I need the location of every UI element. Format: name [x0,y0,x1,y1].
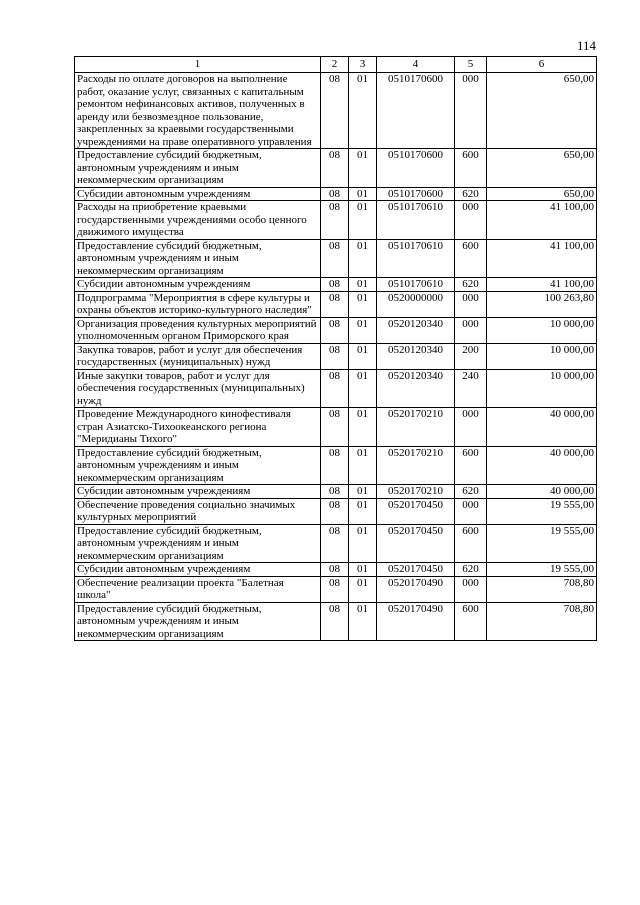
header-col-3: 3 [349,57,377,73]
row-subsection: 01 [349,278,377,292]
row-amount: 40 000,00 [487,408,597,447]
row-subsection: 01 [349,291,377,317]
row-amount: 41 100,00 [487,278,597,292]
row-section: 08 [321,187,349,201]
row-amount: 19 555,00 [487,563,597,577]
row-expense-type: 000 [455,498,487,524]
row-expense-type: 620 [455,485,487,499]
row-target-article: 0520170490 [377,602,455,641]
row-section: 08 [321,278,349,292]
table-row [75,149,597,188]
row-subsection: 01 [349,602,377,641]
row-amount: 40 000,00 [487,446,597,485]
row-name: Предоставление субсидий бюджетным, автономным учреждениям и иным некоммерческим организациям [75,149,321,188]
row-amount: 650,00 [487,187,597,201]
row-target-article: 0520000000 [377,291,455,317]
row-expense-type: 000 [455,317,487,343]
table-row [75,446,597,485]
row-subsection: 01 [349,446,377,485]
row-target-article: 0520170490 [377,576,455,602]
row-subsection: 01 [349,369,377,408]
header-col-5: 5 [455,57,487,73]
header-col-2: 2 [321,57,349,73]
row-expense-type: 000 [455,73,487,149]
row-amount: 19 555,00 [487,524,597,563]
row-section: 08 [321,446,349,485]
table-row [75,187,597,201]
table-row [75,602,597,641]
row-target-article: 0510170610 [377,201,455,240]
row-amount: 10 000,00 [487,343,597,369]
row-target-article: 0520170210 [377,408,455,447]
row-name: Субсидии автономным учреждениям [75,278,321,292]
row-name: Субсидии автономным учреждениям [75,485,321,499]
row-amount: 708,80 [487,602,597,641]
row-subsection: 01 [349,187,377,201]
row-target-article: 0520120340 [377,369,455,408]
row-section: 08 [321,408,349,447]
table-row [75,498,597,524]
row-target-article: 0510170610 [377,239,455,278]
row-expense-type: 240 [455,369,487,408]
row-target-article: 0520120340 [377,343,455,369]
row-name: Предоставление субсидий бюджетным, автономным учреждениям и иным некоммерческим организациям [75,239,321,278]
row-subsection: 01 [349,343,377,369]
row-name: Предоставление субсидий бюджетным, автономным учреждениям и иным некоммерческим организациям [75,602,321,641]
row-expense-type: 600 [455,149,487,188]
row-subsection: 01 [349,239,377,278]
row-subsection: 01 [349,485,377,499]
table-row [75,369,597,408]
row-subsection: 01 [349,576,377,602]
row-target-article: 0520170450 [377,524,455,563]
row-amount: 40 000,00 [487,485,597,499]
row-subsection: 01 [349,73,377,149]
table-row [75,317,597,343]
row-target-article: 0520170450 [377,563,455,577]
row-section: 08 [321,73,349,149]
header-row [75,57,597,73]
row-target-article: 0510170600 [377,149,455,188]
row-name: Иные закупки товаров, работ и услуг для обеспечения государственных (муниципальных) нужд [75,369,321,408]
row-section: 08 [321,369,349,408]
table-row [75,524,597,563]
row-name: Субсидии автономным учреждениям [75,563,321,577]
row-name: Предоставление субсидий бюджетным, автономным учреждениям и иным некоммерческим организациям [75,524,321,563]
budget-table [74,56,597,641]
row-amount: 100 263,80 [487,291,597,317]
row-expense-type: 620 [455,187,487,201]
row-expense-type: 600 [455,446,487,485]
row-name: Организация проведения культурных мероприятий уполномоченным органом Приморского края [75,317,321,343]
row-expense-type: 600 [455,524,487,563]
row-amount: 41 100,00 [487,201,597,240]
row-name: Субсидии автономным учреждениям [75,187,321,201]
table-row [75,343,597,369]
row-subsection: 01 [349,408,377,447]
table-row [75,485,597,499]
row-subsection: 01 [349,563,377,577]
row-amount: 19 555,00 [487,498,597,524]
header-col-4: 4 [377,57,455,73]
row-target-article: 0510170600 [377,187,455,201]
table-row [75,576,597,602]
row-expense-type: 000 [455,201,487,240]
header-col-1: 1 [75,57,321,73]
row-name: Расходы по оплате договоров на выполнение работ, оказание услуг, связанных с капитальным ремонтом нефинансовых активов, полученных в аренду или безвозмездное пользование, закрепленных за краевыми государственными учреждениями на праве оперативного управления [75,73,321,149]
row-section: 08 [321,201,349,240]
row-section: 08 [321,343,349,369]
row-section: 08 [321,239,349,278]
row-amount: 41 100,00 [487,239,597,278]
row-target-article: 0520170450 [377,498,455,524]
row-name: Расходы на приобретение краевыми государственными учреждениями особо ценного движимого имущества [75,201,321,240]
row-target-article: 0520120340 [377,317,455,343]
row-section: 08 [321,563,349,577]
table-row [75,73,597,149]
row-amount: 708,80 [487,576,597,602]
row-amount: 10 000,00 [487,369,597,408]
table-row [75,239,597,278]
row-subsection: 01 [349,149,377,188]
row-section: 08 [321,524,349,563]
row-subsection: 01 [349,498,377,524]
table-row [75,291,597,317]
table-row [75,563,597,577]
row-name: Подпрограмма "Мероприятия в сфере культуры и охраны объектов историко-культурного наследия" [75,291,321,317]
row-expense-type: 620 [455,278,487,292]
row-target-article: 0510170600 [377,73,455,149]
row-expense-type: 000 [455,291,487,317]
row-section: 08 [321,602,349,641]
row-section: 08 [321,498,349,524]
row-expense-type: 000 [455,576,487,602]
row-name: Предоставление субсидий бюджетным, автономным учреждениям и иным некоммерческим организациям [75,446,321,485]
row-section: 08 [321,291,349,317]
row-target-article: 0510170610 [377,278,455,292]
row-name: Проведение Международного кинофестиваля стран Азиатско-Тихоокеанского региона "Меридианы Тихого" [75,408,321,447]
table-row [75,408,597,447]
row-expense-type: 200 [455,343,487,369]
row-subsection: 01 [349,201,377,240]
row-amount: 650,00 [487,73,597,149]
row-amount: 10 000,00 [487,317,597,343]
row-expense-type: 620 [455,563,487,577]
row-section: 08 [321,149,349,188]
row-expense-type: 600 [455,239,487,278]
row-subsection: 01 [349,317,377,343]
row-name: Закупка товаров, работ и услуг для обеспечения государственных (муниципальных) нужд [75,343,321,369]
table-row [75,201,597,240]
page-number: 114 [576,38,596,53]
header-col-6: 6 [487,57,597,73]
row-target-article: 0520170210 [377,446,455,485]
row-expense-type: 600 [455,602,487,641]
row-target-article: 0520170210 [377,485,455,499]
row-amount: 650,00 [487,149,597,188]
table-row [75,278,597,292]
row-section: 08 [321,576,349,602]
row-name: Обеспечение реализации проекта "Балетная школа" [75,576,321,602]
row-name: Обеспечение проведения социально значимых культурных мероприятий [75,498,321,524]
row-expense-type: 000 [455,408,487,447]
row-section: 08 [321,317,349,343]
row-section: 08 [321,485,349,499]
row-subsection: 01 [349,524,377,563]
